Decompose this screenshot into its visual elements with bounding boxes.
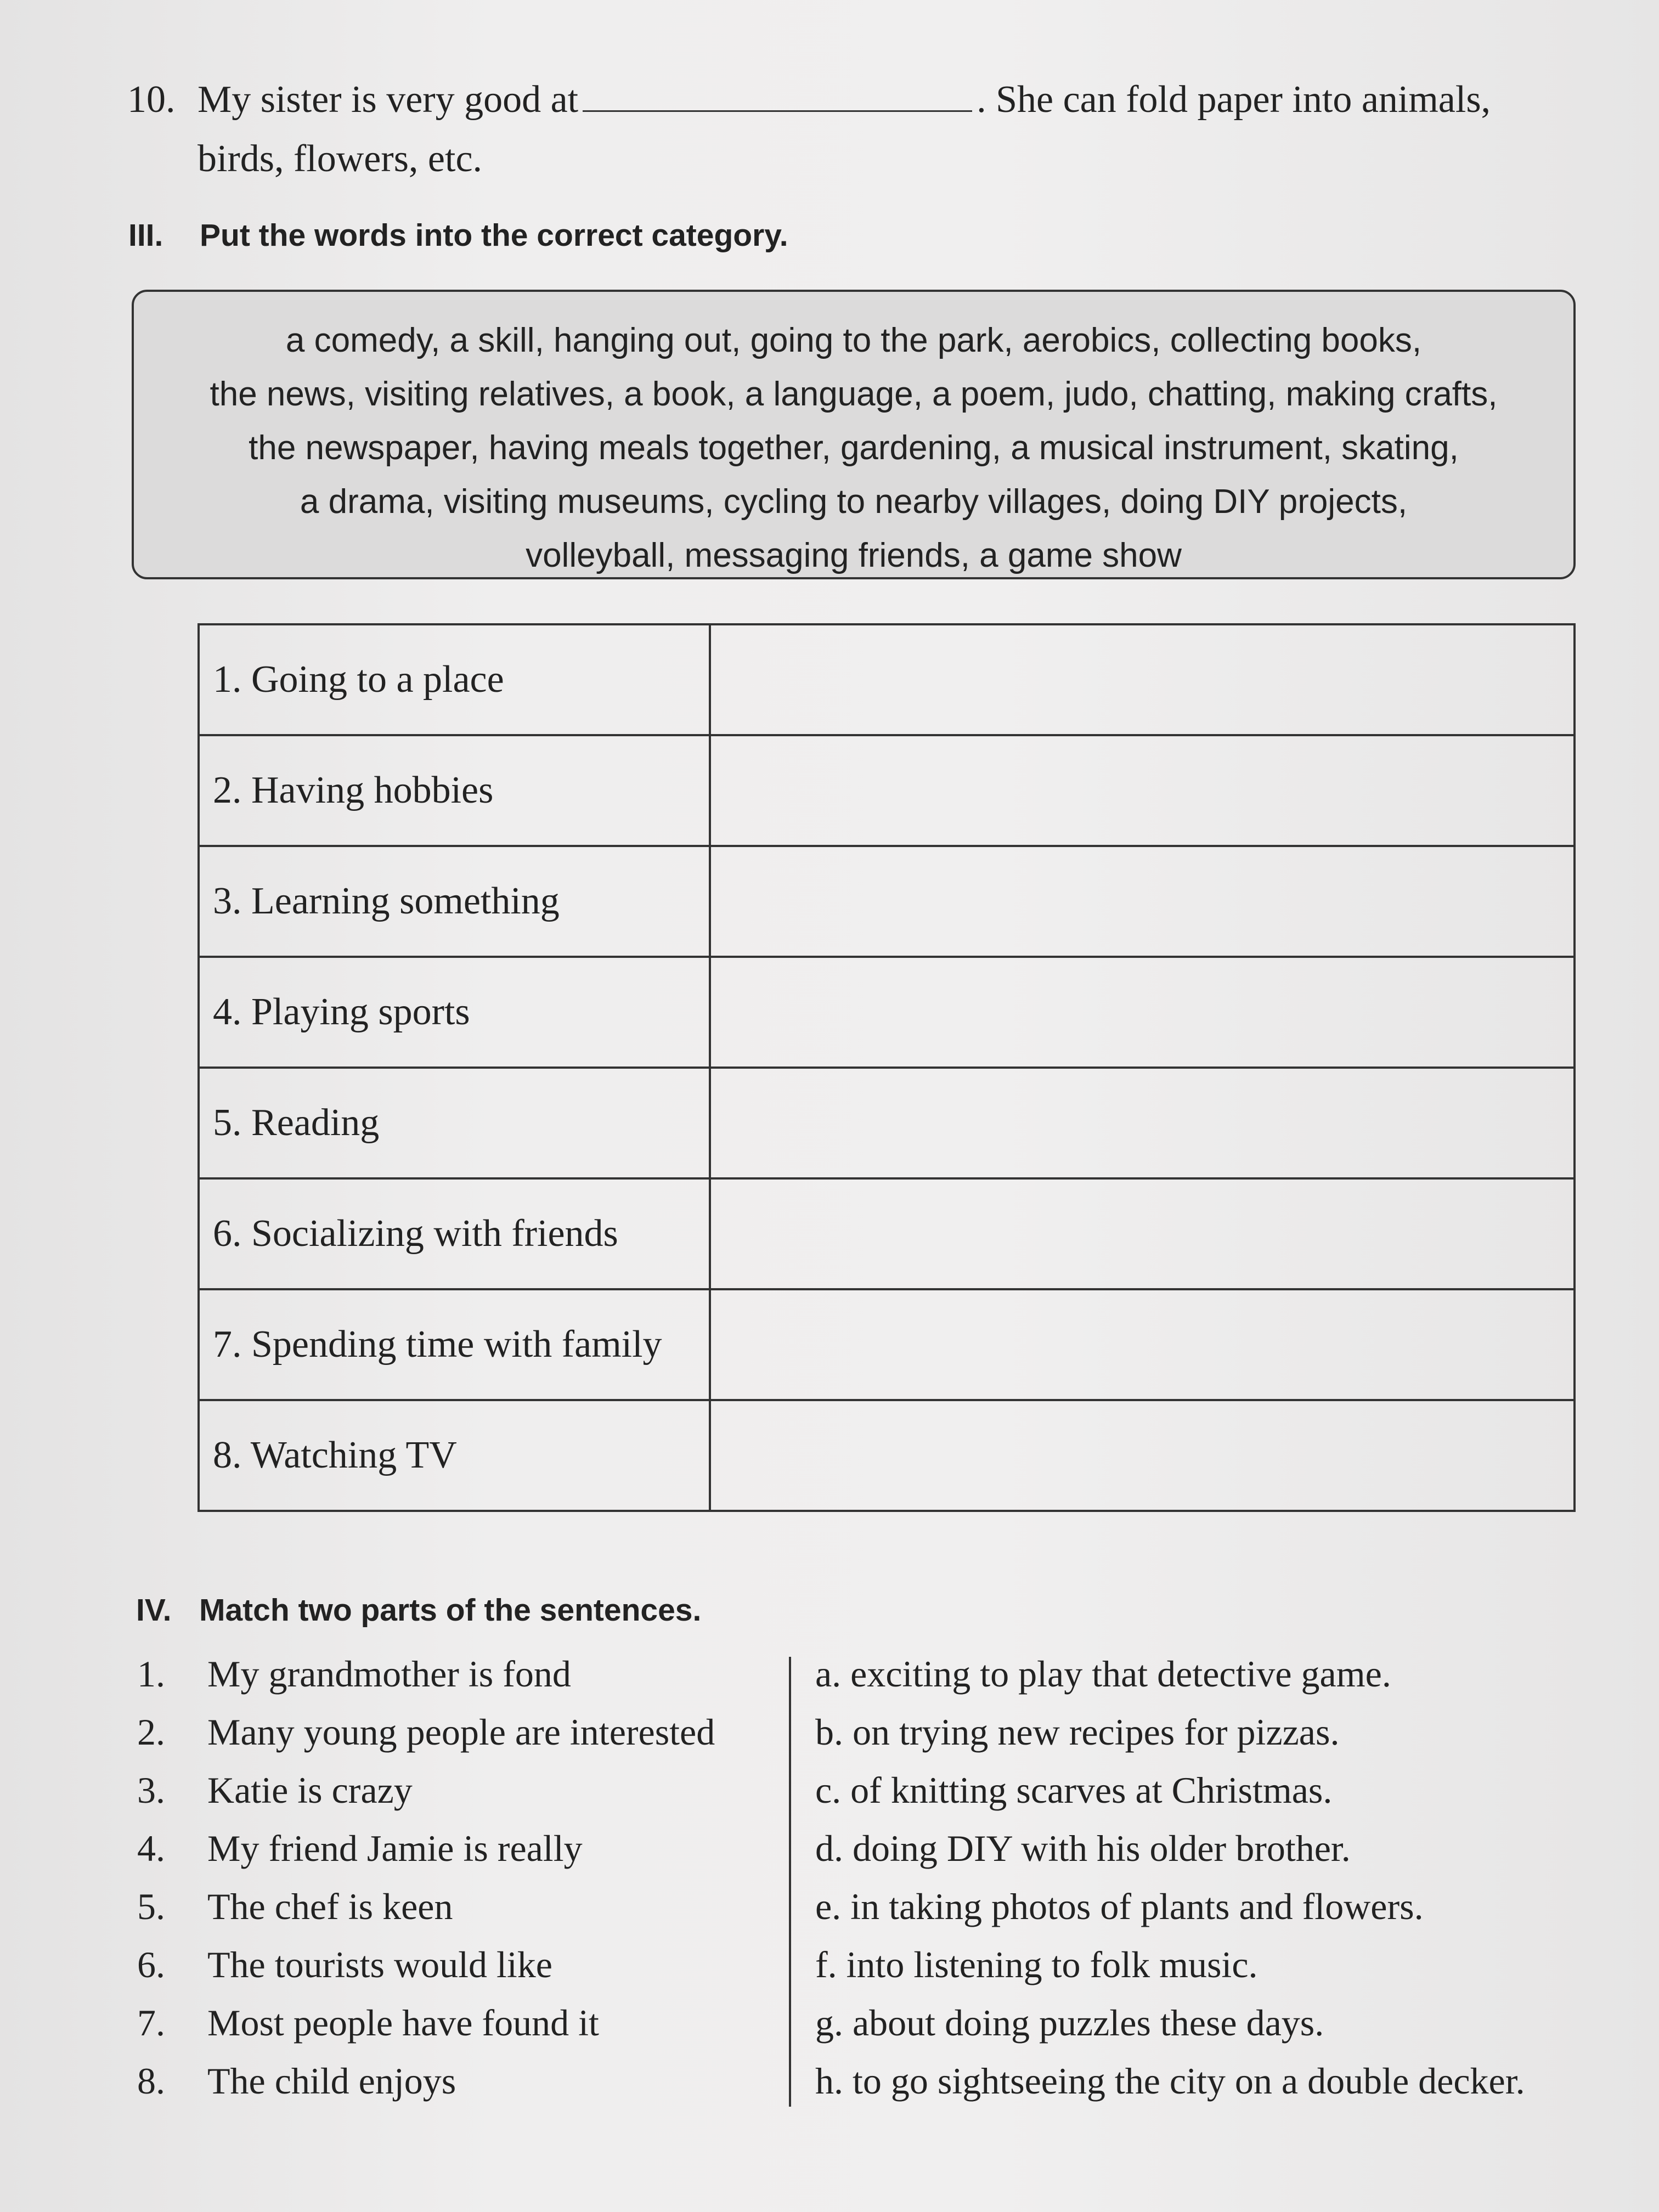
table-row: [199, 735, 1575, 846]
matching-exercise: [137, 1652, 1585, 2113]
category-label: 7. Spending time with family: [199, 1289, 710, 1400]
item-text: The chef is keen: [207, 1886, 453, 1927]
list-item: [137, 1885, 715, 1943]
item-text: My grandmother is fond: [207, 1653, 571, 1695]
list-item: [137, 1769, 715, 1827]
list-item: a. exciting to play that detective game.: [815, 1653, 1391, 1695]
list-item: b. on trying new recipes for pizzas.: [815, 1711, 1340, 1753]
list-item: [137, 1652, 715, 1711]
question-number: 10.: [127, 78, 176, 121]
list-item: [137, 1827, 715, 1885]
item-text: Many young people are interested: [207, 1711, 715, 1753]
item-number: 5.: [137, 1886, 165, 1927]
table-row: [199, 1400, 1575, 1511]
category-label: 4. Playing sports: [199, 957, 710, 1068]
category-label: 5. Reading: [199, 1068, 710, 1178]
category-table: [198, 623, 1576, 1512]
list-item: e. in taking photos of plants and flowers.: [815, 1886, 1424, 1927]
question-line-1: [198, 70, 1491, 129]
section-4-heading: [136, 1592, 701, 1628]
item-number: 4.: [137, 1827, 165, 1869]
category-answer-cell[interactable]: [710, 1400, 1575, 1511]
word-bank-line: the news, visiting relatives, a book, a language, a poem, judo, chatting, making crafts,: [210, 375, 1498, 413]
category-answer-cell[interactable]: [710, 1289, 1575, 1400]
question-text-after-blank: . She can fold paper into animals,: [977, 78, 1491, 121]
word-bank-line: volleyball, messaging friends, a game show: [526, 537, 1182, 574]
word-bank-line: a comedy, a skill, hanging out, going to the park, aerobics, collecting books,: [285, 321, 1422, 359]
question-line-2: birds, flowers, etc.: [198, 138, 483, 180]
section-3-heading: [128, 217, 788, 253]
list-item: [137, 1711, 715, 1769]
list-item: h. to go sightseeing the city on a double decker.: [815, 2060, 1525, 2102]
word-bank-line: the newspaper, having meals together, gardening, a musical instrument, skating,: [249, 429, 1459, 467]
table-row: [199, 1289, 1575, 1400]
category-answer-cell[interactable]: [710, 1178, 1575, 1289]
column-divider: [789, 1657, 791, 2107]
list-item: c. of knitting scarves at Christmas.: [815, 1769, 1333, 1811]
section-title: Match two parts of the sentences.: [199, 1593, 702, 1628]
word-bank-box: [132, 290, 1576, 579]
item-number: 1.: [137, 1653, 165, 1695]
category-answer-cell[interactable]: [710, 624, 1575, 735]
section-title: Put the words into the correct category.: [200, 218, 788, 253]
category-label: 2. Having hobbies: [199, 735, 710, 846]
sentence-starts-column: [137, 1652, 715, 2118]
question-text-before-blank: My sister is very good at: [198, 78, 579, 121]
list-item: f. into listening to folk music.: [815, 1944, 1258, 1985]
category-answer-cell[interactable]: [710, 1068, 1575, 1178]
item-number: 2.: [137, 1711, 165, 1753]
item-text: Katie is crazy: [207, 1769, 413, 1811]
category-label: 6. Socializing with friends: [199, 1178, 710, 1289]
answer-blank[interactable]: [583, 72, 972, 112]
item-number: 6.: [137, 1944, 165, 1985]
item-number: 3.: [137, 1769, 165, 1811]
category-answer-cell[interactable]: [710, 957, 1575, 1068]
item-text: My friend Jamie is really: [207, 1827, 583, 1869]
category-label: 3. Learning something: [199, 846, 710, 957]
table-row: [199, 624, 1575, 735]
sentence-endings-column: [815, 1652, 1525, 2118]
list-item: d. doing DIY with his older brother.: [815, 1827, 1351, 1869]
word-bank-line: a drama, visiting museums, cycling to nearby villages, doing DIY projects,: [300, 483, 1408, 521]
list-item: [137, 2001, 715, 2059]
section-number: IV.: [136, 1593, 172, 1628]
list-item: [137, 2059, 715, 2118]
category-answer-cell[interactable]: [710, 735, 1575, 846]
list-item: [137, 1943, 715, 2001]
table-row: [199, 1068, 1575, 1178]
item-number: 7.: [137, 2002, 165, 2044]
item-text: The tourists would like: [207, 1944, 552, 1985]
category-label: 8. Watching TV: [199, 1400, 710, 1511]
table-row: [199, 846, 1575, 957]
item-number: 8.: [137, 2060, 165, 2102]
category-label: 1. Going to a place: [199, 624, 710, 735]
item-text: Most people have found it: [207, 2002, 599, 2044]
section-number: III.: [128, 218, 163, 253]
table-row: [199, 1178, 1575, 1289]
item-text: The child enjoys: [207, 2060, 456, 2102]
list-item: g. about doing puzzles these days.: [815, 2002, 1324, 2044]
table-row: [199, 957, 1575, 1068]
category-answer-cell[interactable]: [710, 846, 1575, 957]
